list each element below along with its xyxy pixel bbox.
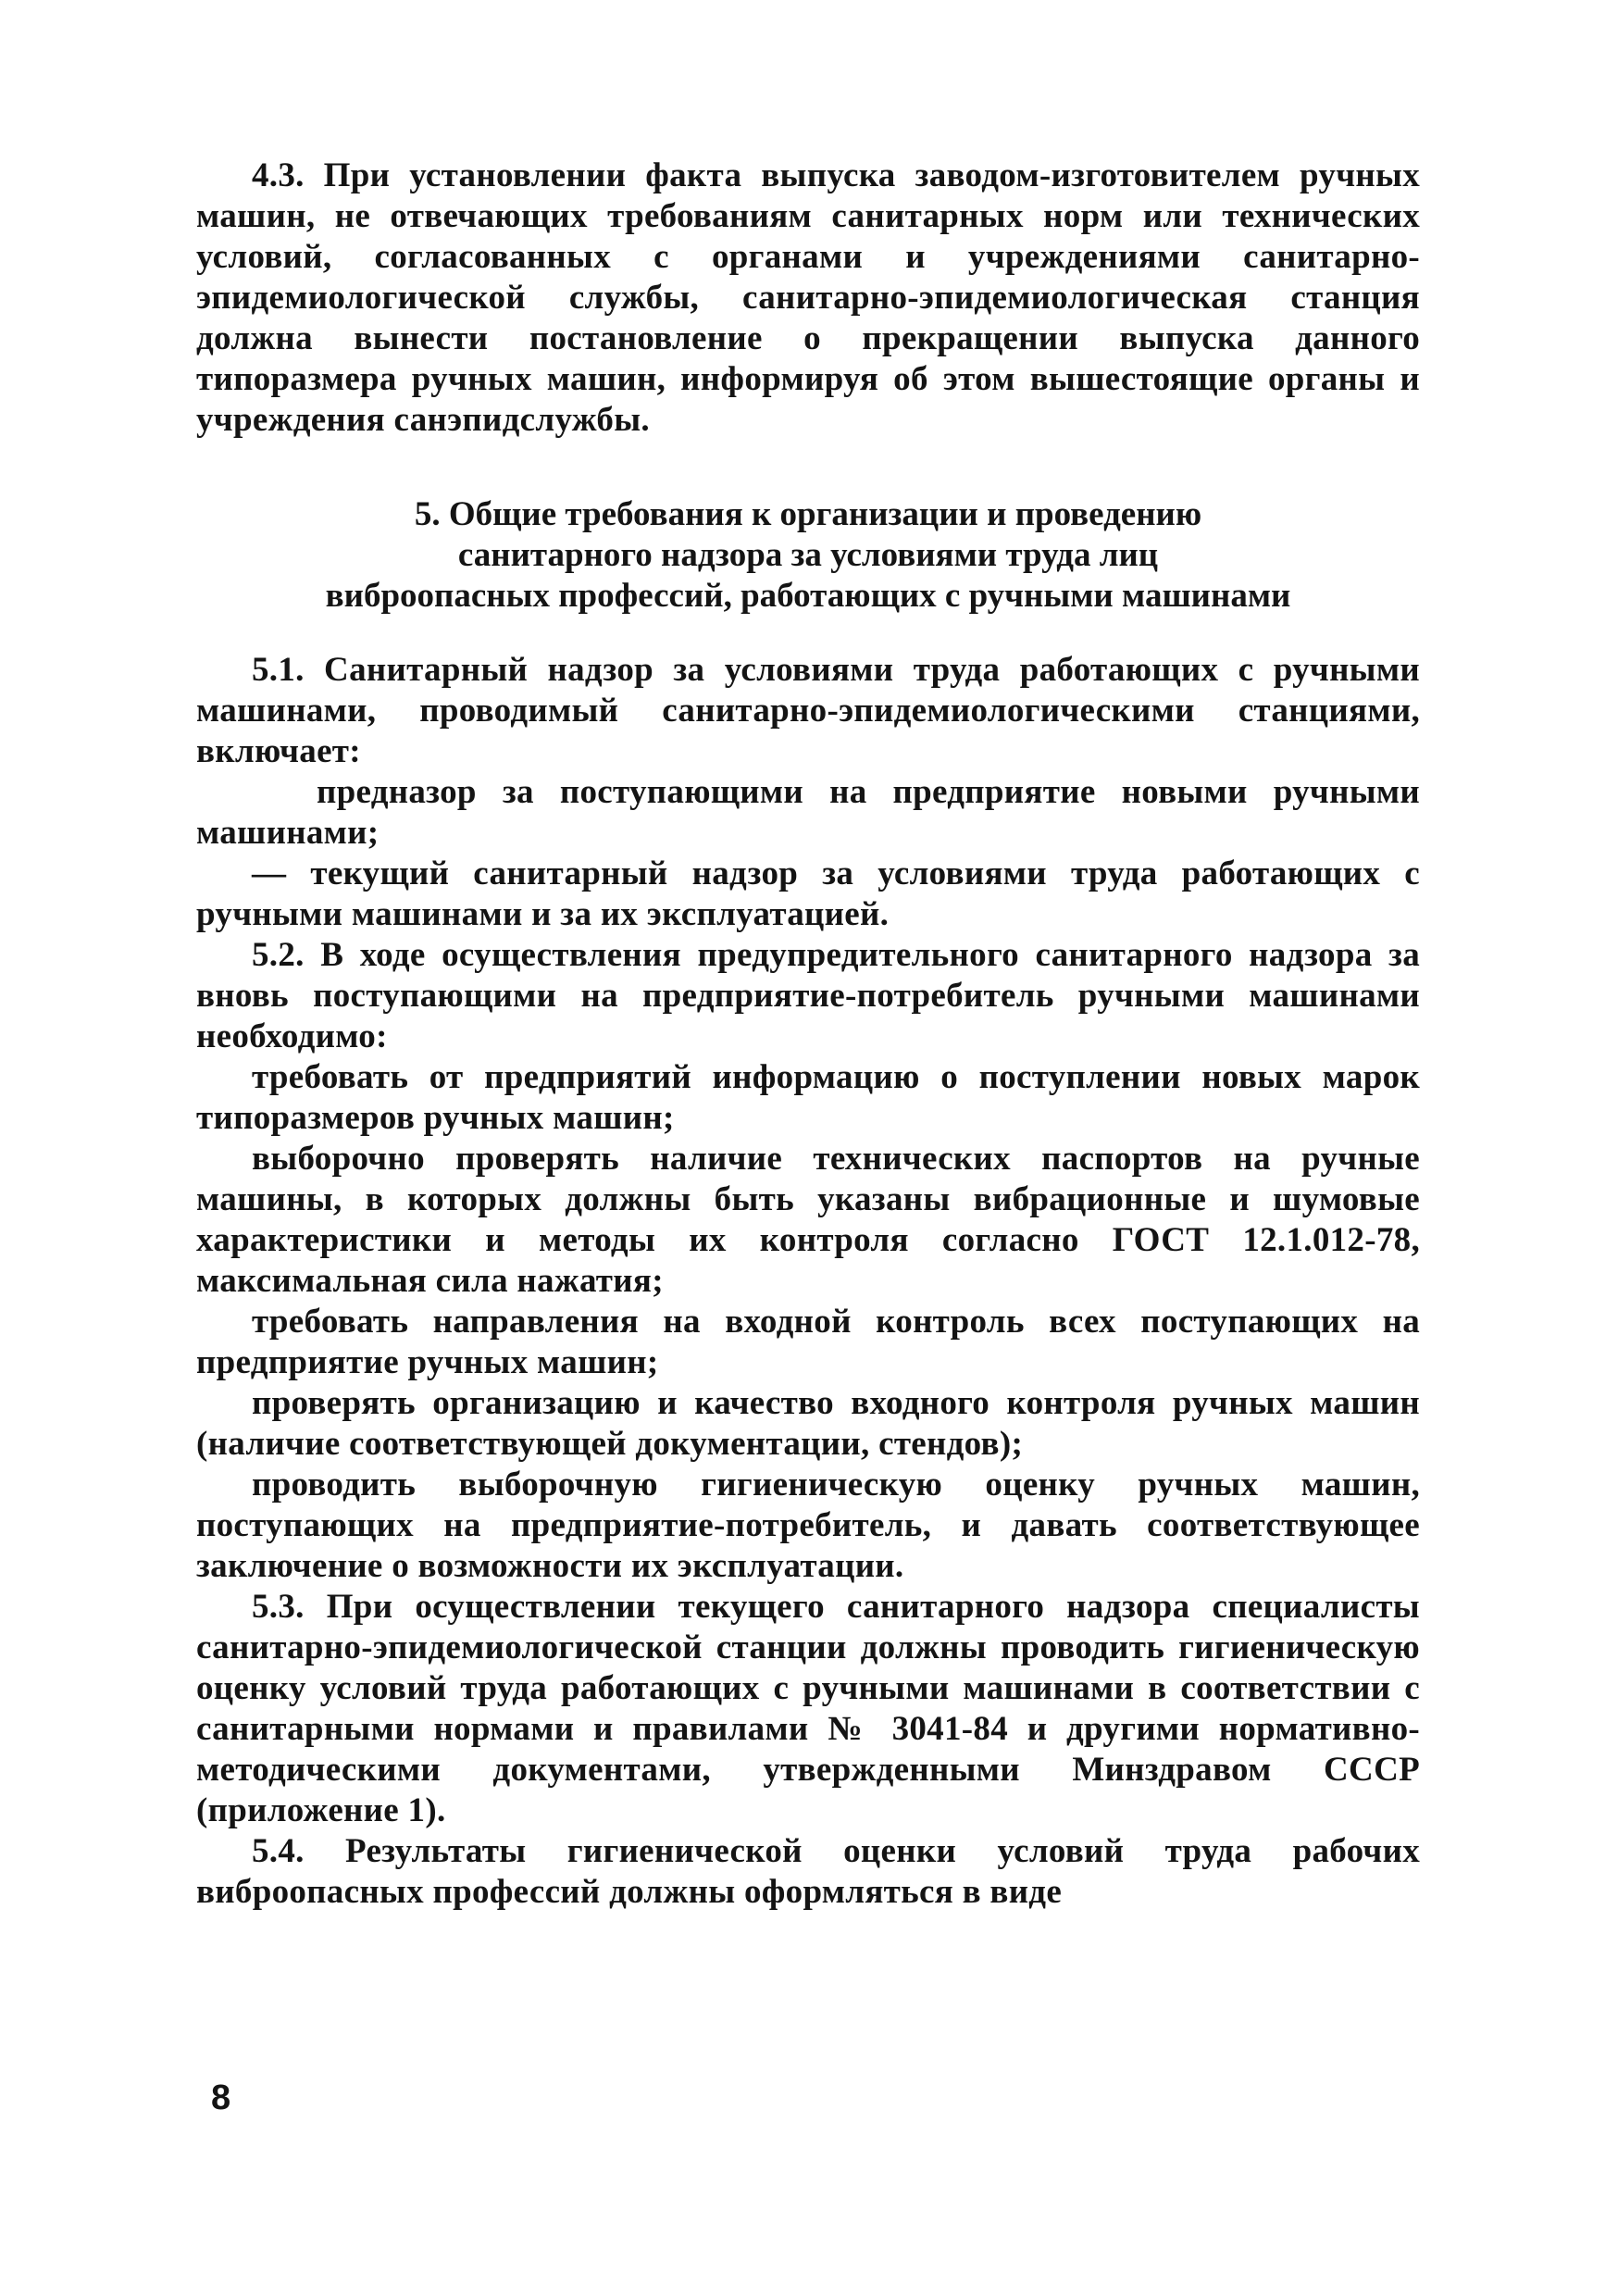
paragraph-5-2-item-2: выборочно проверять наличие технических паспортов на ручные машины, в которых должны быть указаны вибрационные и шумовые характеристики и методы их контроля согласно ГОСТ 12.1.012-78, максимальная сила нажатия;: [196, 1140, 1420, 1300]
paragraph-5-3: 5.3. При осуществлении текущего санитарного надзора специалисты санитарно-эпидемиологической станции должны проводить гигиеническую оценку условий труда работающих с ручными машинами в соответствии с санитарными нормами и правилами № 3041-84 и другими нормативно-методическими документами, утвержденными Минздравом СССР (приложение 1).: [196, 1588, 1420, 1829]
paragraph-4-3: 4.3. При установлении факта выпуска заводом-изготовителем ручных машин, не отвечающих требованиям санитарных норм или технических условий, согласованных с органами и учреждениями санитарно-эпидемиологической службы, санитарно-эпидемиологическая станция должна вынести постановление о прекращении выпуска данного типоразмера ручных машин, информируя об этом вышестоящие органы и учреждения санэпидслужбы.: [196, 156, 1420, 439]
paragraph-5-1: 5.1. Санитарный надзор за условиями труда работающих с ручными машинами, проводимый санитарно-эпидемиологическими станциями, включает:: [196, 651, 1420, 770]
section-5-heading: [196, 494, 1420, 617]
heading-line-1: 5. Общие требования к организации и проведению: [414, 495, 1202, 533]
paragraph-5-2: 5.2. В ходе осуществления предупредительного санитарного надзора за вновь поступающими на предприятие-потребитель ручными машинами необходимо:: [196, 936, 1420, 1055]
paragraph-5-2-item-4: проверять организацию и качество входного контроля ручных машин (наличие соответствующей документации, стендов);: [196, 1384, 1420, 1463]
heading-line-2: санитарного надзора за условиями труда лиц: [457, 536, 1159, 574]
paragraph-5-2-item-5: проводить выборочную гигиеническую оценку ручных машин, поступающих на предприятие-потребитель, и давать соответствующее заключение о возможности их эксплуатации.: [196, 1466, 1420, 1585]
paragraph-5-4: 5.4. Результаты гигиенической оценки условий труда рабочих виброопасных профессий должны оформляться в виде: [196, 1832, 1420, 1911]
paragraph-5-1-item-2: — текущий санитарный надзор за условиями труда работающих с ручными машинами и за их эксплуатацией.: [196, 855, 1420, 933]
paragraph-5-2-item-3: требовать направления на входной контроль всех поступающих на предприятие ручных машин;: [196, 1303, 1420, 1381]
document-page: [196, 156, 1420, 1913]
paragraph-5-1-item-1: предназор за поступающими на предприятие новыми ручными машинами;: [196, 773, 1420, 852]
paragraph-5-2-item-1: требовать от предприятий информацию о поступлении новых марок типоразмеров ручных машин;: [196, 1058, 1420, 1137]
page-number: 8: [211, 2078, 231, 2117]
heading-line-3: виброопасных профессий, работающих с ручными машинами: [325, 577, 1291, 615]
